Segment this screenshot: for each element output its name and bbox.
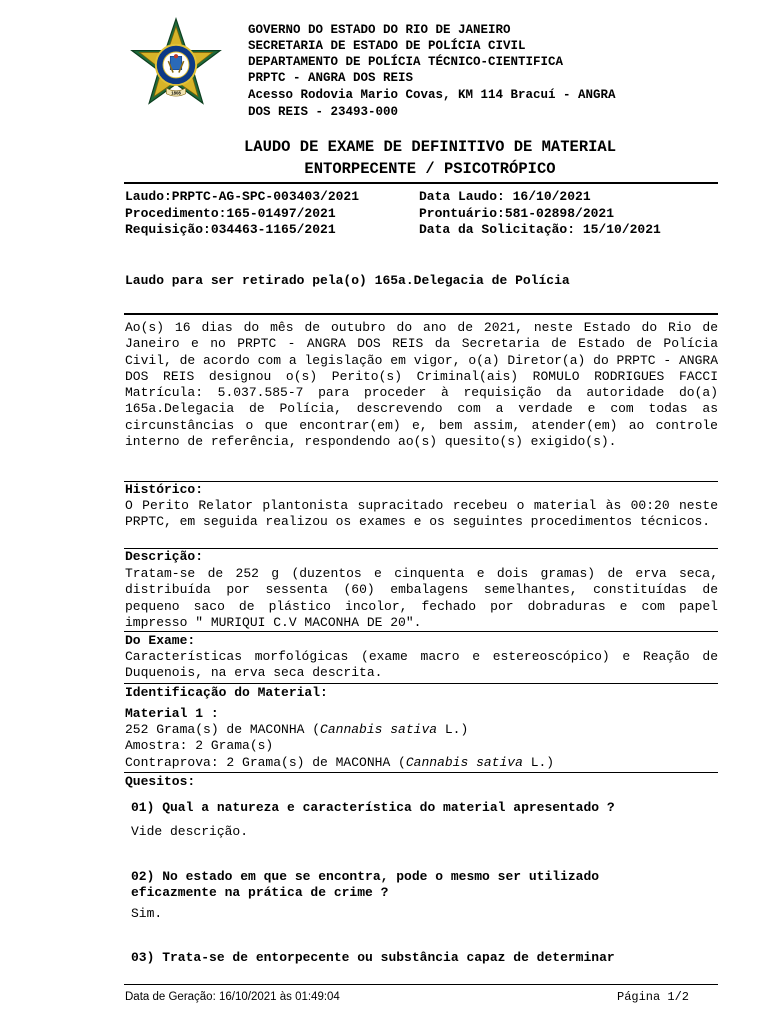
exame-text: Características morfológicas (exame macro e estereoscópico) e Reação de Duquenois, na erva seca descrita. <box>125 649 718 681</box>
material-quantity: 252 Grama(s) de MACONHA (Cannabis sativa L.) <box>125 722 469 737</box>
quesito-answer: Vide descrição. <box>131 824 249 839</box>
header-department: DEPARTAMENTO DE POLÍCIA TÉCNICO-CIENTIFICA <box>248 55 564 69</box>
contraprova-quantity: Contraprova: 2 Grama(s) de MACONHA (Cannabis sativa L.) <box>125 755 555 770</box>
descricao-label: Descrição: <box>125 549 204 564</box>
page-number: Página 1/2 <box>617 990 690 1004</box>
section-divider <box>124 313 718 315</box>
data-laudo: Data Laudo: 16/10/2021 <box>419 189 591 204</box>
amostra-quantity: Amostra: 2 Grama(s) <box>125 738 274 753</box>
quesito-question: 02) No estado em que se encontra, pode o mesmo ser utilizado eficazmente na prática de crime ? <box>131 869 600 900</box>
quesito-question: 03) Trata-se de entorpecente ou substância capaz de determinar <box>131 950 615 965</box>
quesito-question: 01) Qual a natureza e característica do material apresentado ? <box>131 800 615 815</box>
retirada-notice: Laudo para ser retirado pela(o) 165a.Delegacia de Polícia <box>125 273 570 288</box>
data-solicitacao: Data da Solicitação: 15/10/2021 <box>419 222 661 237</box>
header-unit: PRPTC - ANGRA DOS REIS <box>248 71 414 85</box>
emblem-year: 1808 <box>171 90 181 96</box>
quesito-answer: Sim. <box>131 906 163 921</box>
preamble-text: Ao(s) 16 dias do mês de outubro do ano de 2021, neste Estado do Rio de Janeiro e no PRPTC - ANGRA DOS REIS da Secretaria de Estado de Polícia Civil, de acordo com a legislação em vigor, o(a) Diretor(a) do PRPTC - ANGRA DOS REIS designou o(s) Perito(s) Criminal(ais) ROMULO RODRIGUES FACCI Matrícula: 5.037.585-7 para proceder à requisição da autoridade do(a) 165a.Delegacia de Polícia, descrevendo com a verdade e com todas as circunstâncias o que encontrar(em) e, bem assim, atender(em) ao controle interno de referência, respondendo ao(s) quesito(s) exigido(s). <box>125 320 718 450</box>
footer-divider <box>124 984 718 985</box>
requisicao-number: Requisição:034463-1165/2021 <box>125 222 336 237</box>
procedimento-number: Procedimento:165-01497/2021 <box>125 206 336 221</box>
material-label: Material 1 : <box>125 706 219 721</box>
descricao-text: Tratam-se de 252 g (duzentos e cinquenta e dois gramas) de erva seca, distribuída por sessenta (60) embalagens semelhantes, constituídas de pequeno saco de plástico incolor, fechado por dobraduras e com papel impresso " MURIQUI C.V MACONHA DE 20". <box>125 566 718 630</box>
section-divider <box>124 481 718 482</box>
header-government: GOVERNO DO ESTADO DO RIO DE JANEIRO <box>248 23 511 37</box>
section-divider <box>124 548 718 549</box>
generation-date: Data de Geração: 16/10/2021 às 01:49:04 <box>125 991 340 1003</box>
prontuario-number: Prontuário:581-02898/2021 <box>419 206 615 221</box>
report-title-line1: LAUDO DE EXAME DE DEFINITIVO DE MATERIAL <box>243 138 617 156</box>
police-emblem-icon <box>128 15 224 111</box>
section-divider <box>124 631 718 632</box>
report-title-line2: ENTORPECENTE / PSICOTRÓPICO <box>304 160 556 178</box>
identificacao-label: Identificação do Material: <box>125 685 328 700</box>
header-address-cont: DOS REIS - 23493-000 <box>248 105 399 119</box>
laudo-number: Laudo:PRPTC-AG-SPC-003403/2021 <box>125 189 360 204</box>
title-divider <box>124 182 718 184</box>
quesitos-label: Quesitos: <box>125 774 196 789</box>
historico-label: Histórico: <box>125 482 204 497</box>
section-divider <box>124 772 718 773</box>
section-divider <box>124 683 718 684</box>
header-secretariat: SECRETARIA DE ESTADO DE POLÍCIA CIVIL <box>248 39 526 53</box>
historico-text: O Perito Relator plantonista supracitado recebeu o material às 00:20 neste PRPTC, em seguida realizou os exames e os seguintes procedimentos técnicos. <box>125 498 718 530</box>
header-address: Acesso Rodovia Mario Covas, KM 114 Bracuí - ANGRA <box>248 88 616 102</box>
exame-label: Do Exame: <box>125 633 196 648</box>
